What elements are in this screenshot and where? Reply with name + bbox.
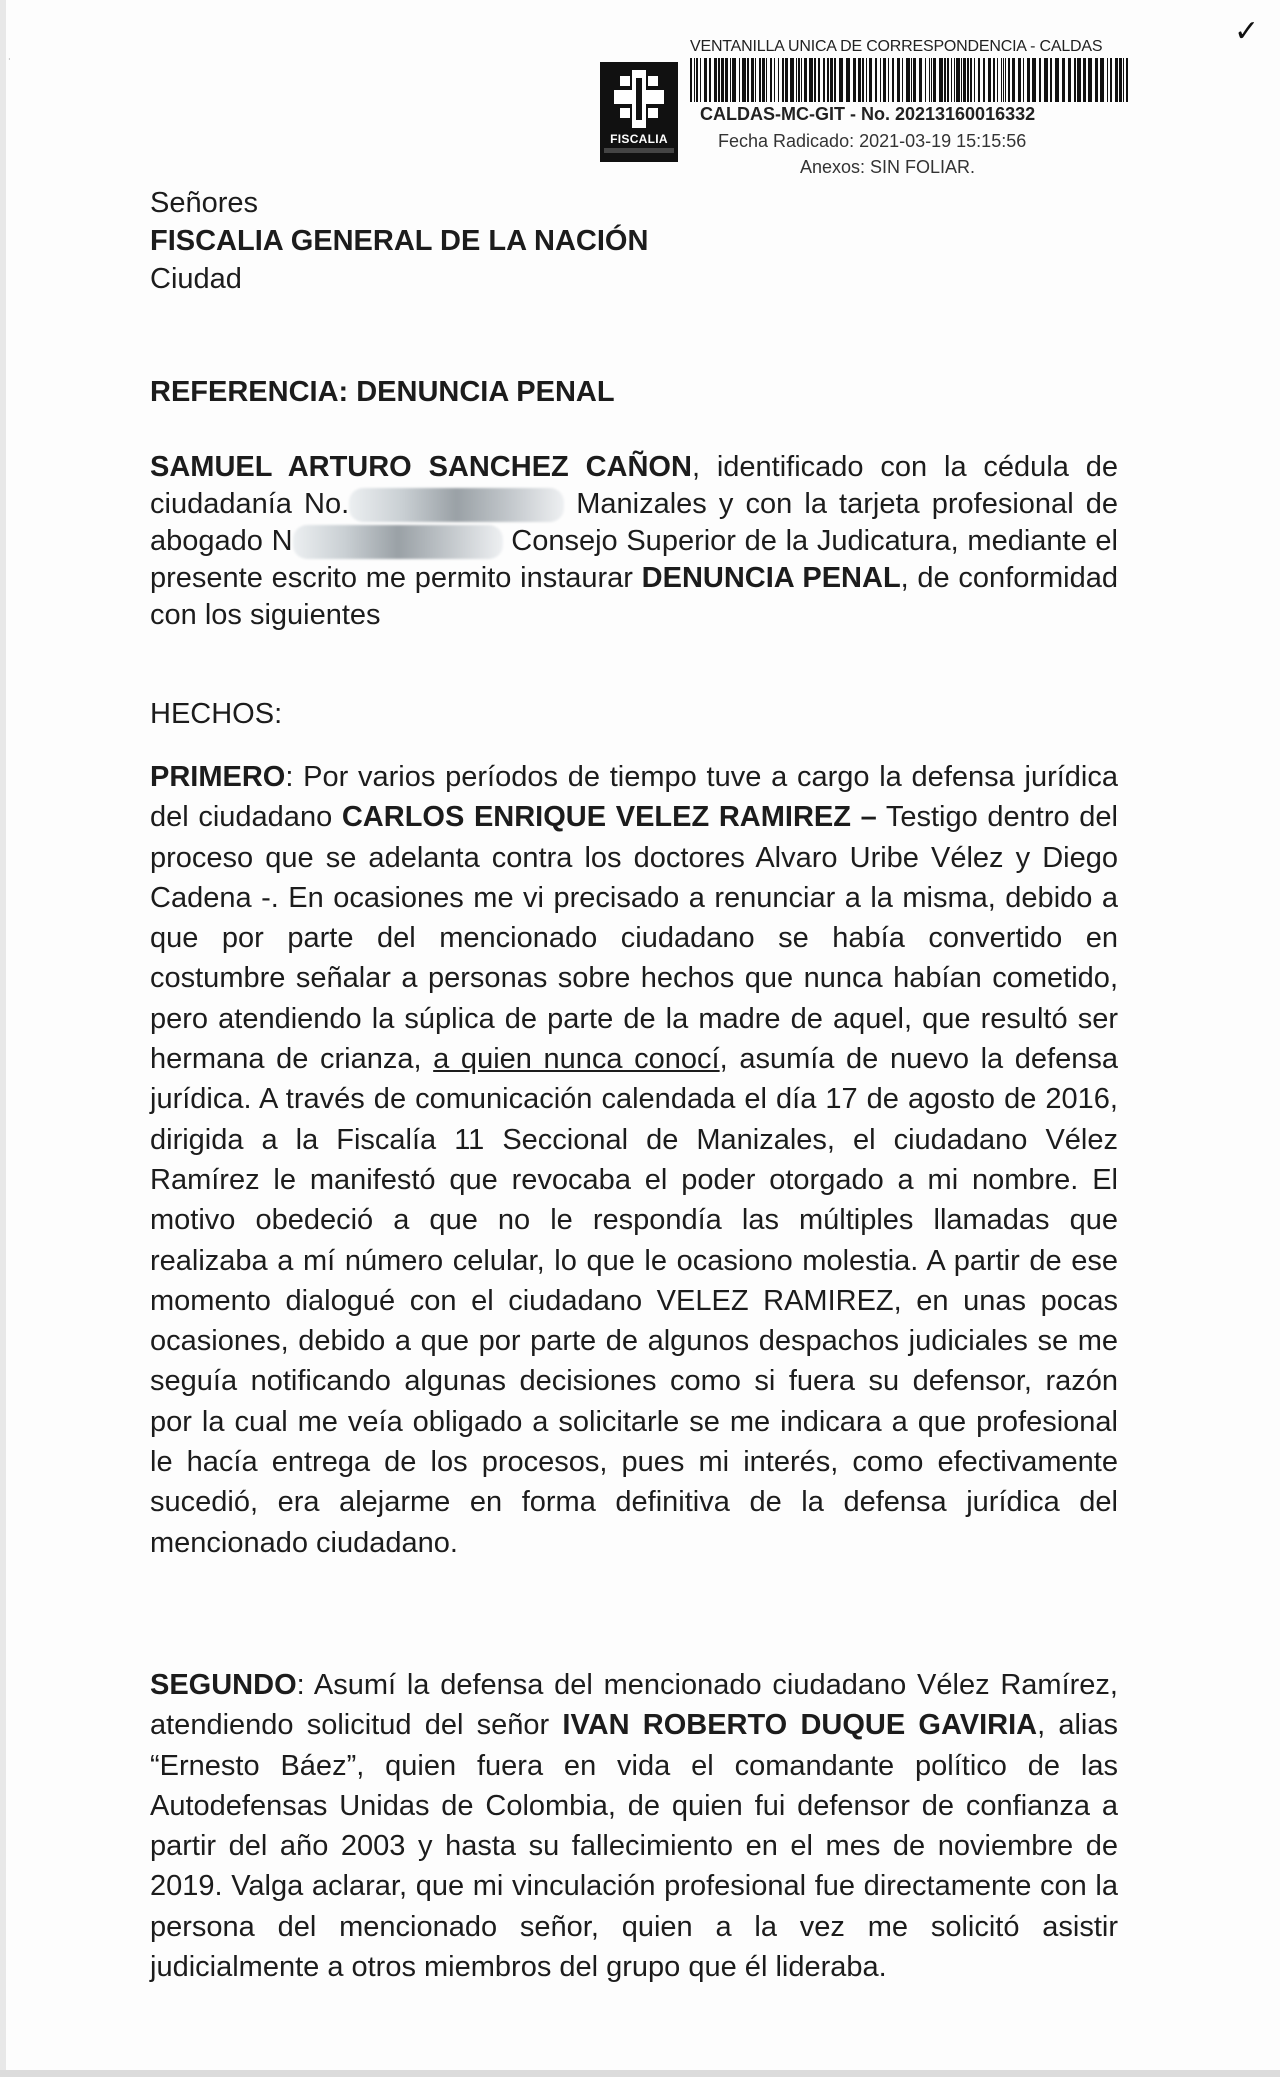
barcode-bar (944, 58, 946, 102)
barcode-bar (839, 58, 843, 102)
barcode-bar (742, 58, 746, 102)
barcode-bar (751, 58, 754, 102)
segundo-text-1: : Asumí la defensa del mencionado ciudadano Vélez Ramírez, atendiendo solicitud del señor (150, 1669, 1118, 1742)
barcode-bar (1062, 58, 1065, 102)
primero-label: PRIMERO (150, 761, 286, 793)
scan-speck: ˙ (8, 56, 12, 70)
barcode-bar (785, 58, 788, 102)
barcode-bar (704, 58, 707, 102)
barcode-bar (1039, 58, 1041, 102)
barcode-bar (1115, 58, 1118, 102)
stamp-number: CALDAS-MC-GIT - No. 20213160016332 (700, 104, 1036, 124)
barcode (690, 58, 1130, 102)
barcode-bar (739, 58, 740, 102)
barcode-bar (993, 58, 995, 102)
barcode-bar (718, 58, 720, 102)
barcode-bar (997, 58, 998, 102)
barcode-bar (696, 58, 698, 102)
barcode-bar (732, 58, 736, 102)
barcode-bar (827, 58, 829, 102)
barcode-bar (1100, 58, 1104, 102)
barcode-bar (823, 58, 825, 102)
barcode-bar (798, 58, 800, 102)
stamp-header: VENTANILLA UNICA DE CORRESPONDENCIA - CALDAS (690, 38, 1103, 55)
barcode-bar (862, 58, 864, 102)
barcode-bar (1003, 58, 1004, 102)
barcode-bar (956, 58, 960, 102)
barcode-bar (834, 58, 836, 102)
barcode-bar (954, 58, 955, 102)
intro-text-3: Consejo Superior de la Judicatura, mediante el presente escrito me permito instaurar (150, 525, 1118, 594)
barcode-bar (814, 58, 816, 102)
barcode-bar (880, 58, 881, 102)
barcode-bar (755, 58, 756, 102)
barcode-bar (1005, 58, 1006, 102)
barcode-bar (725, 58, 728, 102)
barcode-bar (1083, 58, 1086, 102)
salutation: Señores (150, 187, 259, 219)
barcode-bar (709, 58, 711, 102)
barcode-bar (933, 58, 936, 102)
barcode-bar (925, 58, 926, 102)
barcode-bar (929, 58, 930, 102)
paragraph-primero (150, 757, 1118, 1563)
denuncia-label: DENUNCIA PENAL (641, 562, 901, 594)
barcode-bar (721, 58, 724, 102)
barcode-bar (694, 58, 695, 102)
barcode-bar (906, 58, 910, 102)
barcode-bar (963, 58, 966, 102)
city: Ciudad (150, 263, 242, 295)
barcode-bar (1018, 58, 1021, 102)
primero-text-3: , asumía de nuevo la defensa jurídica. A través de comunicación calendada el día 17 de agosto de 2016, dirigida a la Fiscalía 11 Seccional de Manizales, el ciudadano Vélez Ramírez le manifestó que revocaba el poder otorgado a mi nombre. El motivo obedeció a que no le respondía las múltiples llamadas que realizaba a mí número celular, lo que le ocasiono molestia. A partir de ese momento dialogué con el ciudadano VELEZ RAMIREZ, en unas pocas ocasiones, debido a que por parte de algunos despachos judiciales se me seguía notificando algunas decisiones como si fuera su defensor, razón por la cual me veía obligado a solicitarle se me indicara a que profesional le hacía entrega de los procesos, pues mi interés, como efectivamente sucedió, era alejarme en forma definitiva de la defensa jurídica del mencionado ciudadano. (150, 1043, 1118, 1559)
barcode-bar (1095, 58, 1098, 102)
barcode-bar (830, 58, 833, 102)
barcode-bar (892, 58, 894, 102)
barcode-bar (818, 58, 820, 102)
barcode-bar (967, 58, 969, 102)
barcode-bar (747, 58, 749, 102)
barcode-bar (853, 58, 856, 102)
barcode-bar (919, 58, 922, 102)
logo-underline (604, 148, 674, 153)
barcode-bar (1027, 58, 1030, 102)
reference-line: REFERENCIA: DENUNCIA PENAL (150, 376, 615, 408)
primero-text-1: : Por varios períodos de tiempo tuve a cargo la defensa jurídica del ciudadano (150, 761, 1118, 834)
barcode-bar (951, 58, 952, 102)
segundo-label: SEGUNDO (150, 1669, 297, 1701)
barcode-bar (911, 58, 912, 102)
barcode-bar (947, 58, 949, 102)
redacted-license-number (293, 525, 503, 559)
barcode-bar (1088, 58, 1092, 102)
barcode-bar (801, 58, 802, 102)
barcode-bar (1110, 58, 1112, 102)
intro-text-4: , de conformidad con los siguientes (150, 562, 1118, 631)
barcode-bar (846, 58, 850, 102)
barcode-bar (983, 58, 985, 102)
institution-name: FISCALIA GENERAL DE LA NACIÓN (150, 225, 649, 257)
barcode-bar (875, 58, 877, 102)
scan-edge-bottom (0, 2070, 1280, 2077)
barcode-bar (690, 58, 692, 102)
barcode-bar (759, 58, 761, 102)
segundo-text-2: , alias “Ernesto Báez”, quien fuera en vida el comandante político de las Autodefensas Unidas de Colombia, de quien fui defensor de confianza a partir del año 2003 y hasta su fallecimiento en el mes de noviembre de 2019. Valga aclarar, que mi vinculación profesional fue directamente con la persona del mencionado señor, quien a la vez me solicitó asistir judicialmente a otros miembros del grupo que él lideraba. (150, 1709, 1118, 1984)
barcode-bar (931, 58, 932, 102)
barcode-bar (1068, 58, 1071, 102)
barcode-bar (939, 58, 943, 102)
barcode-bar (978, 58, 980, 102)
barcode-bar (913, 58, 916, 102)
barcode-bar (1044, 58, 1048, 102)
barcode-bar (866, 58, 867, 102)
primero-underlined-text: a quien nunca conocí (433, 1043, 720, 1076)
fiscalia-emblem-icon (610, 68, 668, 130)
barcode-bar (730, 58, 731, 102)
intro-paragraph (150, 449, 1118, 634)
barcode-bar (1023, 58, 1024, 102)
barcode-bar (1119, 58, 1122, 102)
barcode-bar (1107, 58, 1108, 102)
barcode-bar (974, 58, 975, 102)
barcode-bar (762, 58, 765, 102)
barcode-bar (970, 58, 972, 102)
barcode-bar (766, 58, 767, 102)
barcode-bar (1050, 58, 1052, 102)
barcode-bar (774, 58, 775, 102)
hechos-heading: HECHOS: (150, 698, 283, 730)
barcode-bar (858, 58, 861, 102)
barcode-bar (790, 58, 794, 102)
barcode-bar (1077, 58, 1081, 102)
redacted-id-number (349, 488, 564, 522)
primero-person-name: CARLOS ENRIQUE VELEZ RAMIREZ – (341, 801, 877, 834)
scan-edge-left (0, 0, 6, 2077)
barcode-bar (796, 58, 797, 102)
barcode-bar (1032, 58, 1036, 102)
barcode-bar (778, 58, 779, 102)
barcode-bar (897, 58, 900, 102)
fiscalia-logo (600, 62, 678, 162)
primero-text-2: Testigo dentro del proceso que se adelanta contra los doctores Alvaro Uribe Vélez y Diego Cadena -. En ocasiones me vi precisado a renunciar a la misma, debido a que por parte del mencionado ciudadano se había convertido en costumbre señalar a personas sobre hechos que nunca habían cometido, pero atendiendo la súplica de parte de la madre de aquel, que resultó ser hermana de crianza, (150, 801, 1118, 1076)
barcode-bar (1012, 58, 1015, 102)
barcode-bar (888, 58, 889, 102)
barcode-bar (700, 58, 701, 102)
corner-pen-mark: ✓ (1234, 15, 1260, 48)
intro-text-1: , identificado con la cédula de ciudadanía No. (150, 451, 1118, 520)
barcode-bar (804, 58, 807, 102)
barcode-bar (883, 58, 886, 102)
barcode-bar (869, 58, 872, 102)
paragraph-segundo (150, 1665, 1118, 1987)
barcode-bar (1126, 58, 1128, 102)
barcode-bar (1074, 58, 1076, 102)
stamp-date: Fecha Radicado: 2021-03-19 15:15:56 (718, 131, 1027, 151)
barcode-bar (782, 58, 784, 102)
barcode-bar (714, 58, 717, 102)
barcode-bar (809, 58, 813, 102)
barcode-bar (770, 58, 772, 102)
barcode-bar (1008, 58, 1010, 102)
logo-label: FISCALIA (610, 132, 668, 146)
barcode-bar (1055, 58, 1059, 102)
barcode-bar (1001, 58, 1002, 102)
barcode-bar (902, 58, 903, 102)
intro-text-2: Manizales y con la tarjeta profesional de abogado N (150, 488, 1118, 557)
barcode-bar (988, 58, 991, 102)
stamp-anexos: Anexos: SIN FOLIAR. (800, 157, 976, 177)
barcode-bar (1123, 58, 1124, 102)
barcode-bar (961, 58, 962, 102)
segundo-person-name: IVAN ROBERTO DUQUE GAVIRIA (562, 1709, 1038, 1742)
complainant-name: SAMUEL ARTURO SANCHEZ CAÑON (150, 451, 692, 483)
